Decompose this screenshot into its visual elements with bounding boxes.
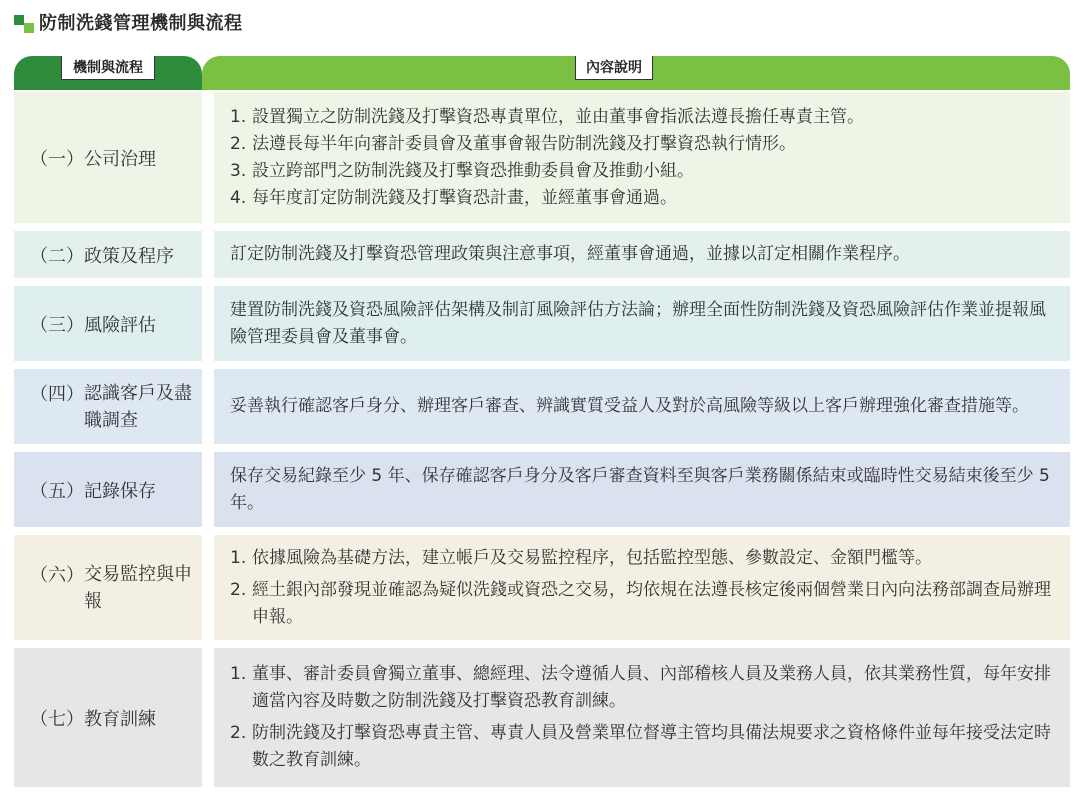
green-squares-icon — [14, 11, 36, 33]
description-cell-5: 保存交易紀錄至少 5 年、保存確認客戶身分及客戶審查資料至與客戶業務關係結束或臨時性交易結束後至少 5 年。 — [214, 452, 1070, 527]
header-label-mechanism: 機制與流程 — [61, 56, 155, 80]
description-cell-4: 妥善執行確認客戶身分、辦理客戶審查、辨識實質受益人及對於高風險等級以上客戶辦理強化審查措施等。 — [214, 369, 1070, 444]
category-cell-2: （二） 政策及程序 — [14, 231, 202, 278]
monitoring-list — [230, 545, 1054, 631]
page-title-row — [14, 8, 243, 36]
table-header — [14, 56, 1070, 90]
description-cell-2: 訂定防制洗錢及打擊資恐管理政策與注意事項，經董事會通過，並據以訂定相關作業程序。 — [214, 231, 1070, 278]
category-cell-5: （五） 記錄保存 — [14, 452, 202, 527]
governance-list — [230, 104, 1054, 212]
description-column — [202, 90, 1070, 787]
category-cell-4: （四） 認識客戶及盡職調查 — [14, 369, 202, 444]
category-cell-1: （一） 公司治理 — [14, 92, 202, 223]
category-column — [14, 90, 202, 787]
list-item: 1. 董事、審計委員會獨立董事、總經理、法令遵循人員、內部稽核人員及業務人員，依其業務性質，每年安排適當內容及時數之防制洗錢及打擊資恐教育訓練。 — [230, 664, 1051, 711]
training-list — [230, 661, 1054, 774]
description-cell-1 — [214, 92, 1070, 223]
list-item: 1. 依據風險為基礎方法，建立帳戶及交易監控程序，包括監控型態、參數設定、金額門檻等。 — [230, 547, 932, 568]
list-item: 2. 法遵長每半年向審計委員會及董事會報告防制洗錢及打擊資恐執行情形。 — [230, 133, 796, 154]
description-cell-7 — [214, 648, 1070, 787]
list-item: 1. 設置獨立之防制洗錢及打擊資恐專責單位，並由董事會指派法遵長擔任專責主管。 — [230, 106, 864, 127]
category-cell-6: （六） 交易監控與申報 — [14, 535, 202, 640]
description-cell-6 — [214, 535, 1070, 640]
list-item: 2. 經土銀內部發現並確認為疑似洗錢或資恐之交易，均依規在法遵長核定後兩個營業日內向法務部調查局辦理申報。 — [230, 579, 1051, 627]
list-item: 3. 設立跨部門之防制洗錢及打擊資恐推動委員會及推動小組。 — [230, 160, 694, 181]
header-label-description: 內容說明 — [575, 56, 653, 80]
category-cell-3: （三） 風險評估 — [14, 286, 202, 361]
description-cell-3: 建置防制洗錢及資恐風險評估架構及制訂風險評估方法論；辦理全面性防制洗錢及資恐風險評估作業並提報風險管理委員會及董事會。 — [214, 286, 1070, 361]
page-title: 防制洗錢管理機制與流程 — [39, 13, 243, 34]
list-item: 4. 每年度訂定防制洗錢及打擊資恐計畫，並經董事會通過。 — [230, 187, 677, 208]
category-cell-7: （七） 教育訓練 — [14, 648, 202, 787]
list-item: 2. 防制洗錢及打擊資恐專責主管、專責人員及營業單位督導主管均具備法規要求之資格條件並每年接受法定時數之教育訓練。 — [230, 723, 1051, 770]
